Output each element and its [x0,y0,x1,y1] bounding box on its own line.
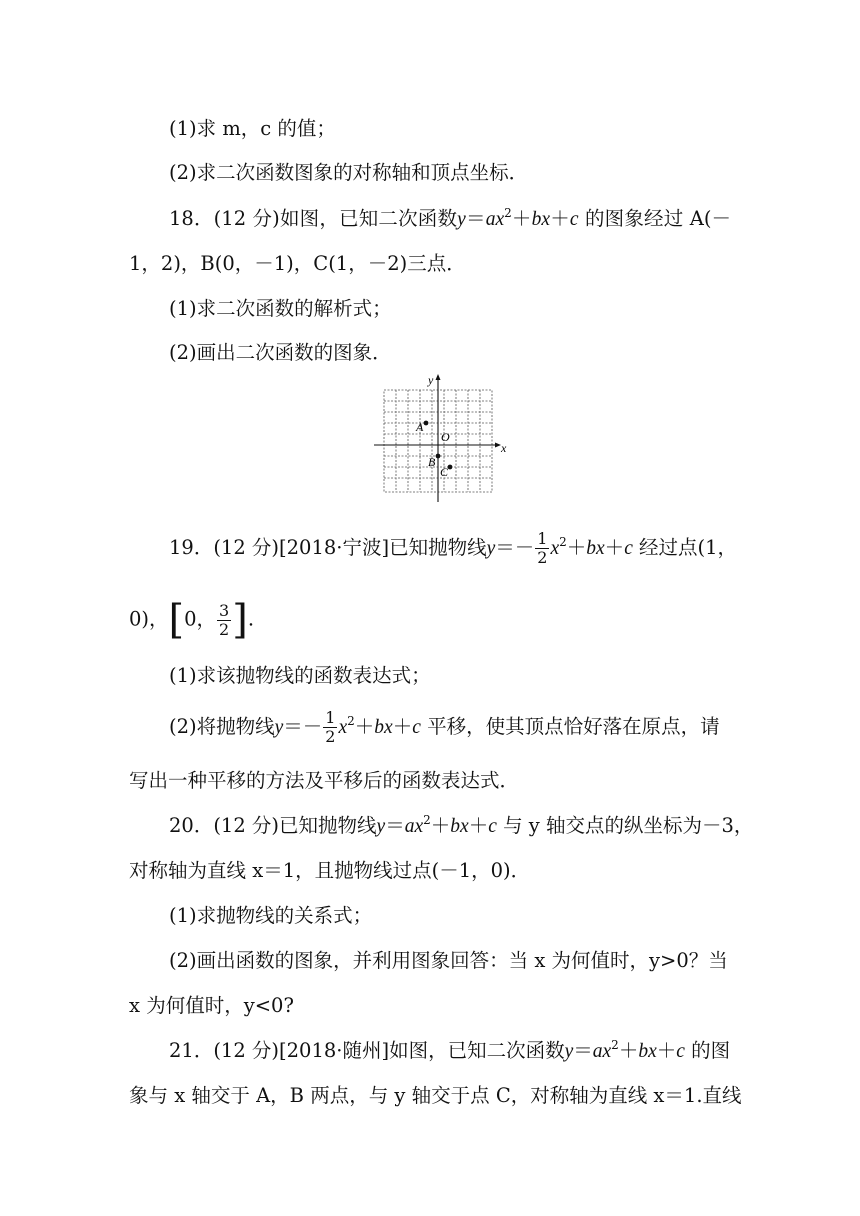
q20-line2: 对称轴为直线 x＝1，且抛物线过点(－1，0)． [129,859,531,882]
q17-sub2: (2)求二次函数图象的对称轴和顶点坐标． [169,161,529,184]
q18-line1: 18．(12 分)如图，已知二次函数$y=ax^2+bx+c$ 的图象经过 A(－ [169,205,731,230]
q19-sub2: (2)将抛物线y＝－ $\frac{1}{2}$ $x^2+bx+c$ 平移，使其顶点恰好落在原点，请 [169,708,720,746]
q18-sub1: (1)求二次函数的解析式； [169,297,392,320]
point-b [436,454,441,459]
q19-line1: 19．(12 分)[2018·宁波]已知抛物线y＝－ $\frac{1}{2}$ $x^2+bx+c$ 经过点(1， [169,529,738,567]
q21-line1: 21．(12 分)[2018·随州]如图，已知二次函数$y=ax^2+bx+c$ 的图 [169,1037,731,1062]
q19-sub2-line2: 写出一种平移的方法及平移后的函数表达式． [129,769,520,792]
x-axis-label: x [501,441,507,455]
coordinate-grid-figure [370,372,510,504]
q21-line2: 象与 x 轴交于 A，B 两点，与 y 轴交于点 C，对称轴为直线 x＝1.直线 [129,1084,742,1107]
q19-intro: 19．(12 分)[2018·宁波]已知抛物线 [169,536,487,559]
q18-sub2: (2)画出二次函数的图象． [169,341,392,364]
q20-line1: 20．(12 分)已知抛物线$y=ax^2+bx+c$ 与 y 轴交点的纵坐标为－3， [169,812,754,837]
q19-point1-tail: 0)， [129,607,169,631]
q20-sub2-line2: x 为何值时，y<0? [129,994,294,1017]
point-c-label: C [440,465,449,479]
q17-sub1: (1)求 m，c 的值； [169,117,336,140]
origin-label: O [441,430,450,444]
q21-intro: 21．(12 分)[2018·随州]如图，已知二次函数 [169,1039,565,1062]
q19-point2-x: 0， [184,607,217,631]
point-a-label: A [416,420,424,434]
q20-sub1: (1)求抛物线的关系式； [169,904,373,927]
q19-sub1: (1)求该抛物线的函数表达式； [169,664,431,687]
q20-intro: 20．(12 分)已知抛物线 [169,814,377,837]
fraction-half-2: $\frac{1}{2}$ [325,708,336,746]
q20-sub2-line1: (2)画出函数的图象，并利用图象回答：当 x 为何值时，y>0？当 [169,949,728,972]
fraction-half: $\frac{1}{2}$ [537,529,548,567]
y-axis-arrow [436,374,441,380]
fraction-three-halves: $\frac{3}{2}$ [219,600,230,639]
q18-intro: 18．(12 分)如图，已知二次函数 [169,207,458,230]
point-c [448,465,453,470]
q19-sub2-end: 平移，使其顶点恰好落在原点，请 [427,715,720,738]
q18-line2: 1，2)，B(0，－1)，C(1，－2)三点． [129,252,466,275]
q19-sub2-start: (2)将抛物线 [169,715,275,738]
q19-intro-tail: 经过点(1， [639,536,738,559]
q21-intro-tail: 的图 [691,1039,731,1062]
q20-intro-tail: 与 y 轴交点的纵坐标为－3， [503,814,754,837]
y-axis-label: y [428,373,434,387]
point-b-label: B [428,455,436,469]
q19-line2: 0)，[0， $\frac{3}{2}$ ]. [129,597,255,643]
point-a [424,421,429,426]
q18-intro-tail: 的图象经过 A(－ [584,207,731,230]
